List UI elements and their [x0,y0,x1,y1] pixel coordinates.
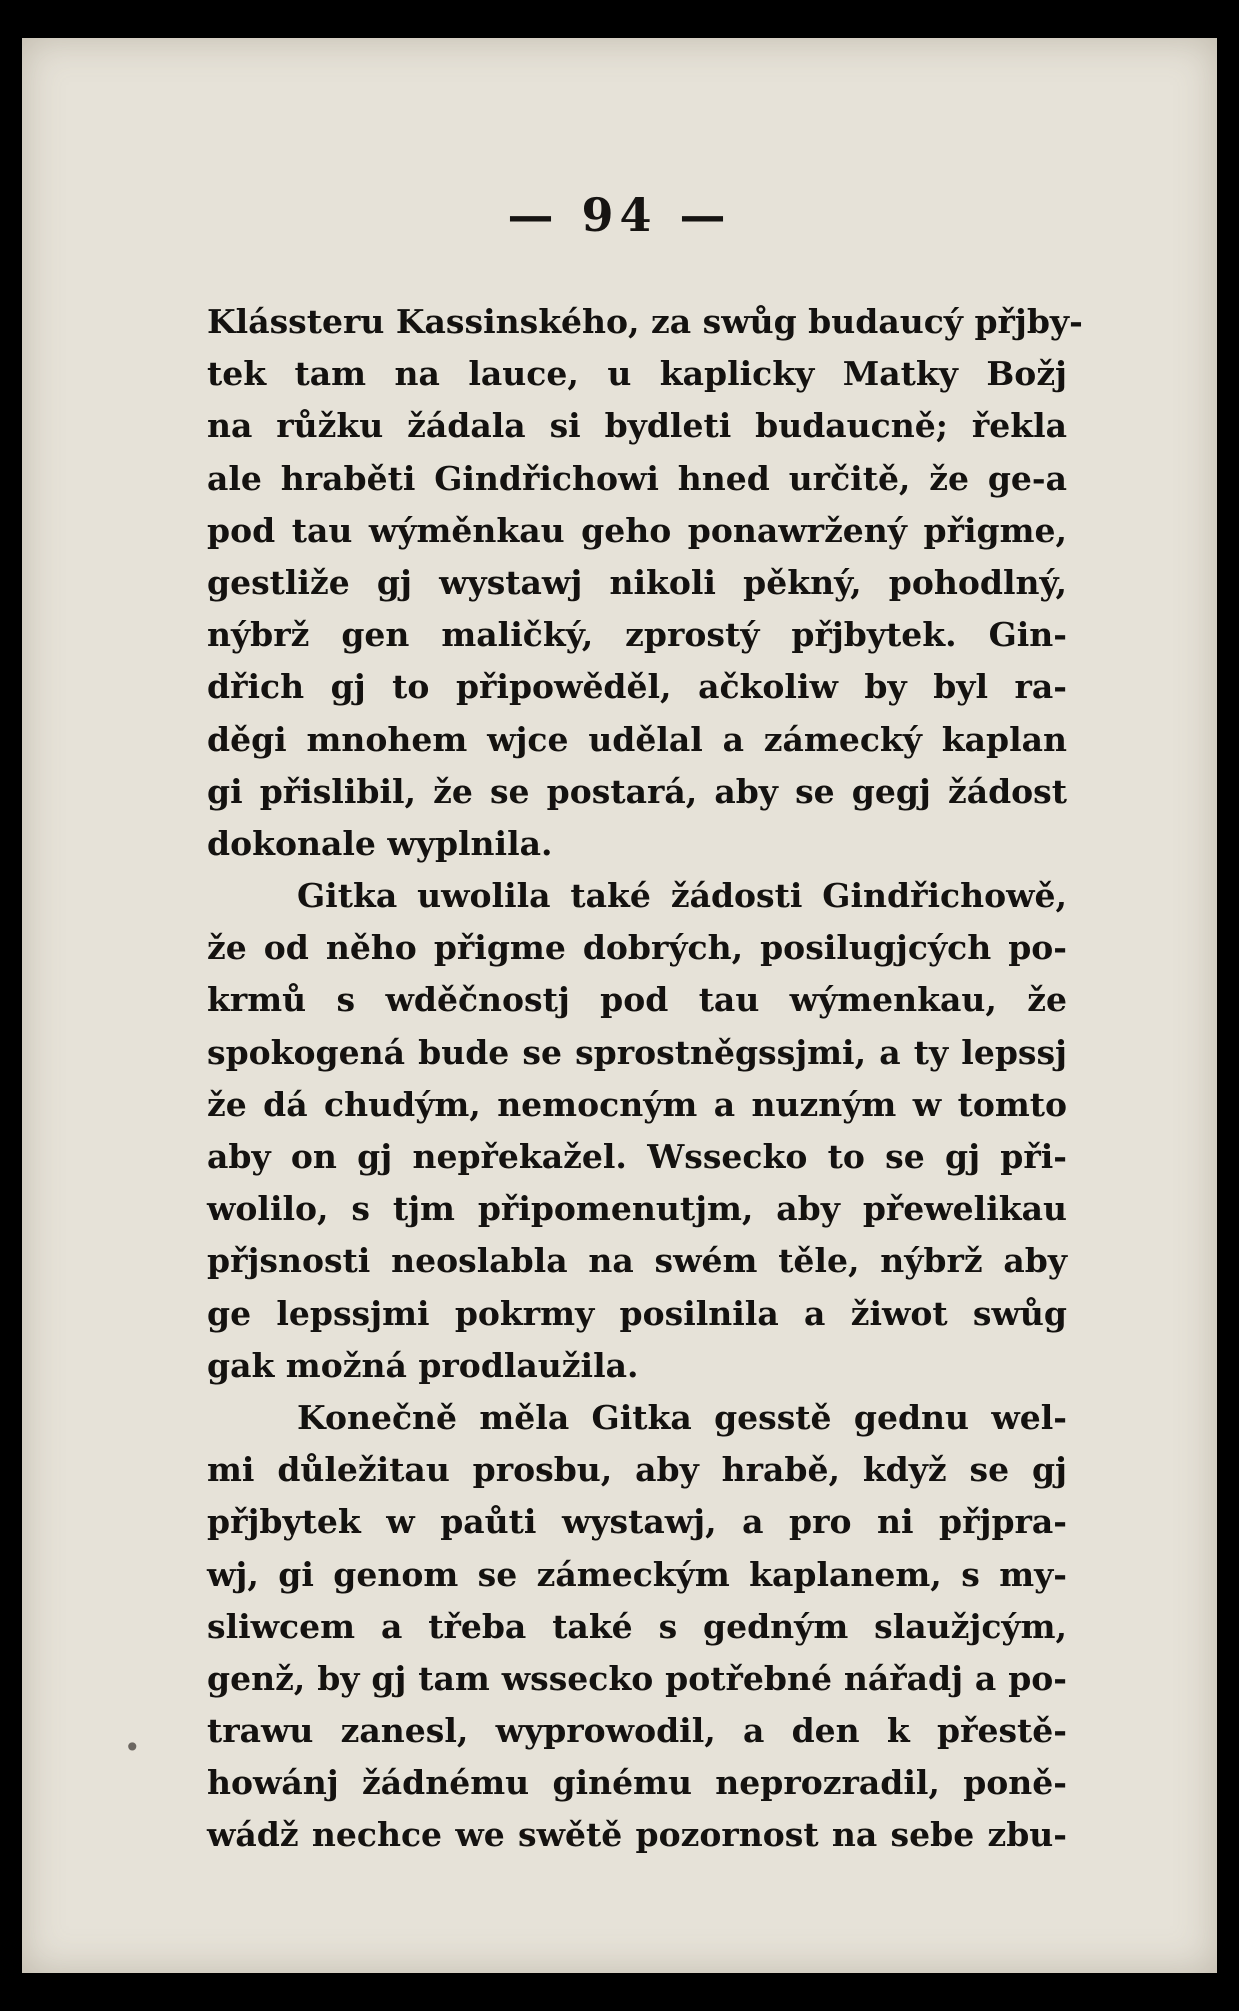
text-line: že dá chudým, nemocným a nuzným w tomto [207,1084,1067,1124]
text-line: na růžku žádala si bydleti budaucně; řekla [207,406,1067,446]
text-line: ale hraběti Gindřichowi hned určitě, že ge-a [207,458,1067,498]
text-line: krmů s wděčnostj pod tau wýmenkau, že [207,980,1067,1020]
text-line: přjsnosti neoslabla na swém těle, nýbrž aby [207,1241,1067,1281]
text-line: gestliže gj wystawj nikoli pěkný, pohodlný, [207,562,1067,602]
text-line: Klássteru Kassinského, za swůg budaucý přjby- [207,302,1083,341]
text-line: howánj žádnému ginému neprozradil, poně- [207,1763,1067,1803]
text-line: gak možná prodlaužila. [207,1345,639,1385]
text-line: děgi mnohem wjce udělal a zámecký kaplan [207,719,1067,759]
text-line: nýbrž gen maličký, zprostý přjbytek. Gin- [207,615,1067,655]
text-line: genž, by gj tam wssecko potřebné nářadj a po- [207,1658,1067,1698]
text-line: dokonale wyplnila. [207,823,553,863]
text-line: sliwcem a třeba také s gedným slaužjcým, [207,1606,1067,1646]
text-line: přjbytek w paůti wystawj, a pro ni přjpra- [207,1502,1067,1542]
text-line: wolilo, s tjm připomenutjm, aby přewelikau [207,1189,1067,1229]
text-line: wj, gi genom se zámeckým kaplanem, s my- [207,1554,1067,1594]
text-line: Gitka uwolila také žádosti Gindřichowě, [297,876,1067,916]
body-text [207,296,1083,1862]
text-line: mi důležitau prosbu, aby hrabě, když se gj [207,1450,1067,1490]
book-page [22,38,1217,1973]
page-number: — 94 — [507,188,732,242]
text-line: aby on gj nepřekažel. Wssecko to se gj při- [207,1137,1067,1176]
text-line: Konečně měla Gitka gesstě gednu wel- [297,1397,1067,1437]
text-line: spokogená bude se sprostněgssjmi, a ty lepssj [207,1032,1067,1072]
text-line: gi přislibil, že se postará, aby se gegj žádost [207,771,1067,811]
text-line: ge lepssjmi pokrmy posilnila a žiwot swůg [207,1293,1067,1333]
text-line: trawu zanesl, wyprowodil, a den k přestě- [207,1711,1067,1751]
text-line: tek tam na lauce, u kaplicky Matky Božj [207,354,1067,394]
text-line: pod tau wýměnkau geho ponawržený přigme, [207,510,1067,550]
margin-mark: • [124,1731,141,1764]
text-line: že od něho přigme dobrých, posilugjcých po- [207,928,1067,968]
text-line: wádž nechce we swětě pozornost na sebe zbu- [207,1815,1067,1855]
text-line: dřich gj to připowěděl, ačkoliw by byl ra- [207,667,1067,707]
